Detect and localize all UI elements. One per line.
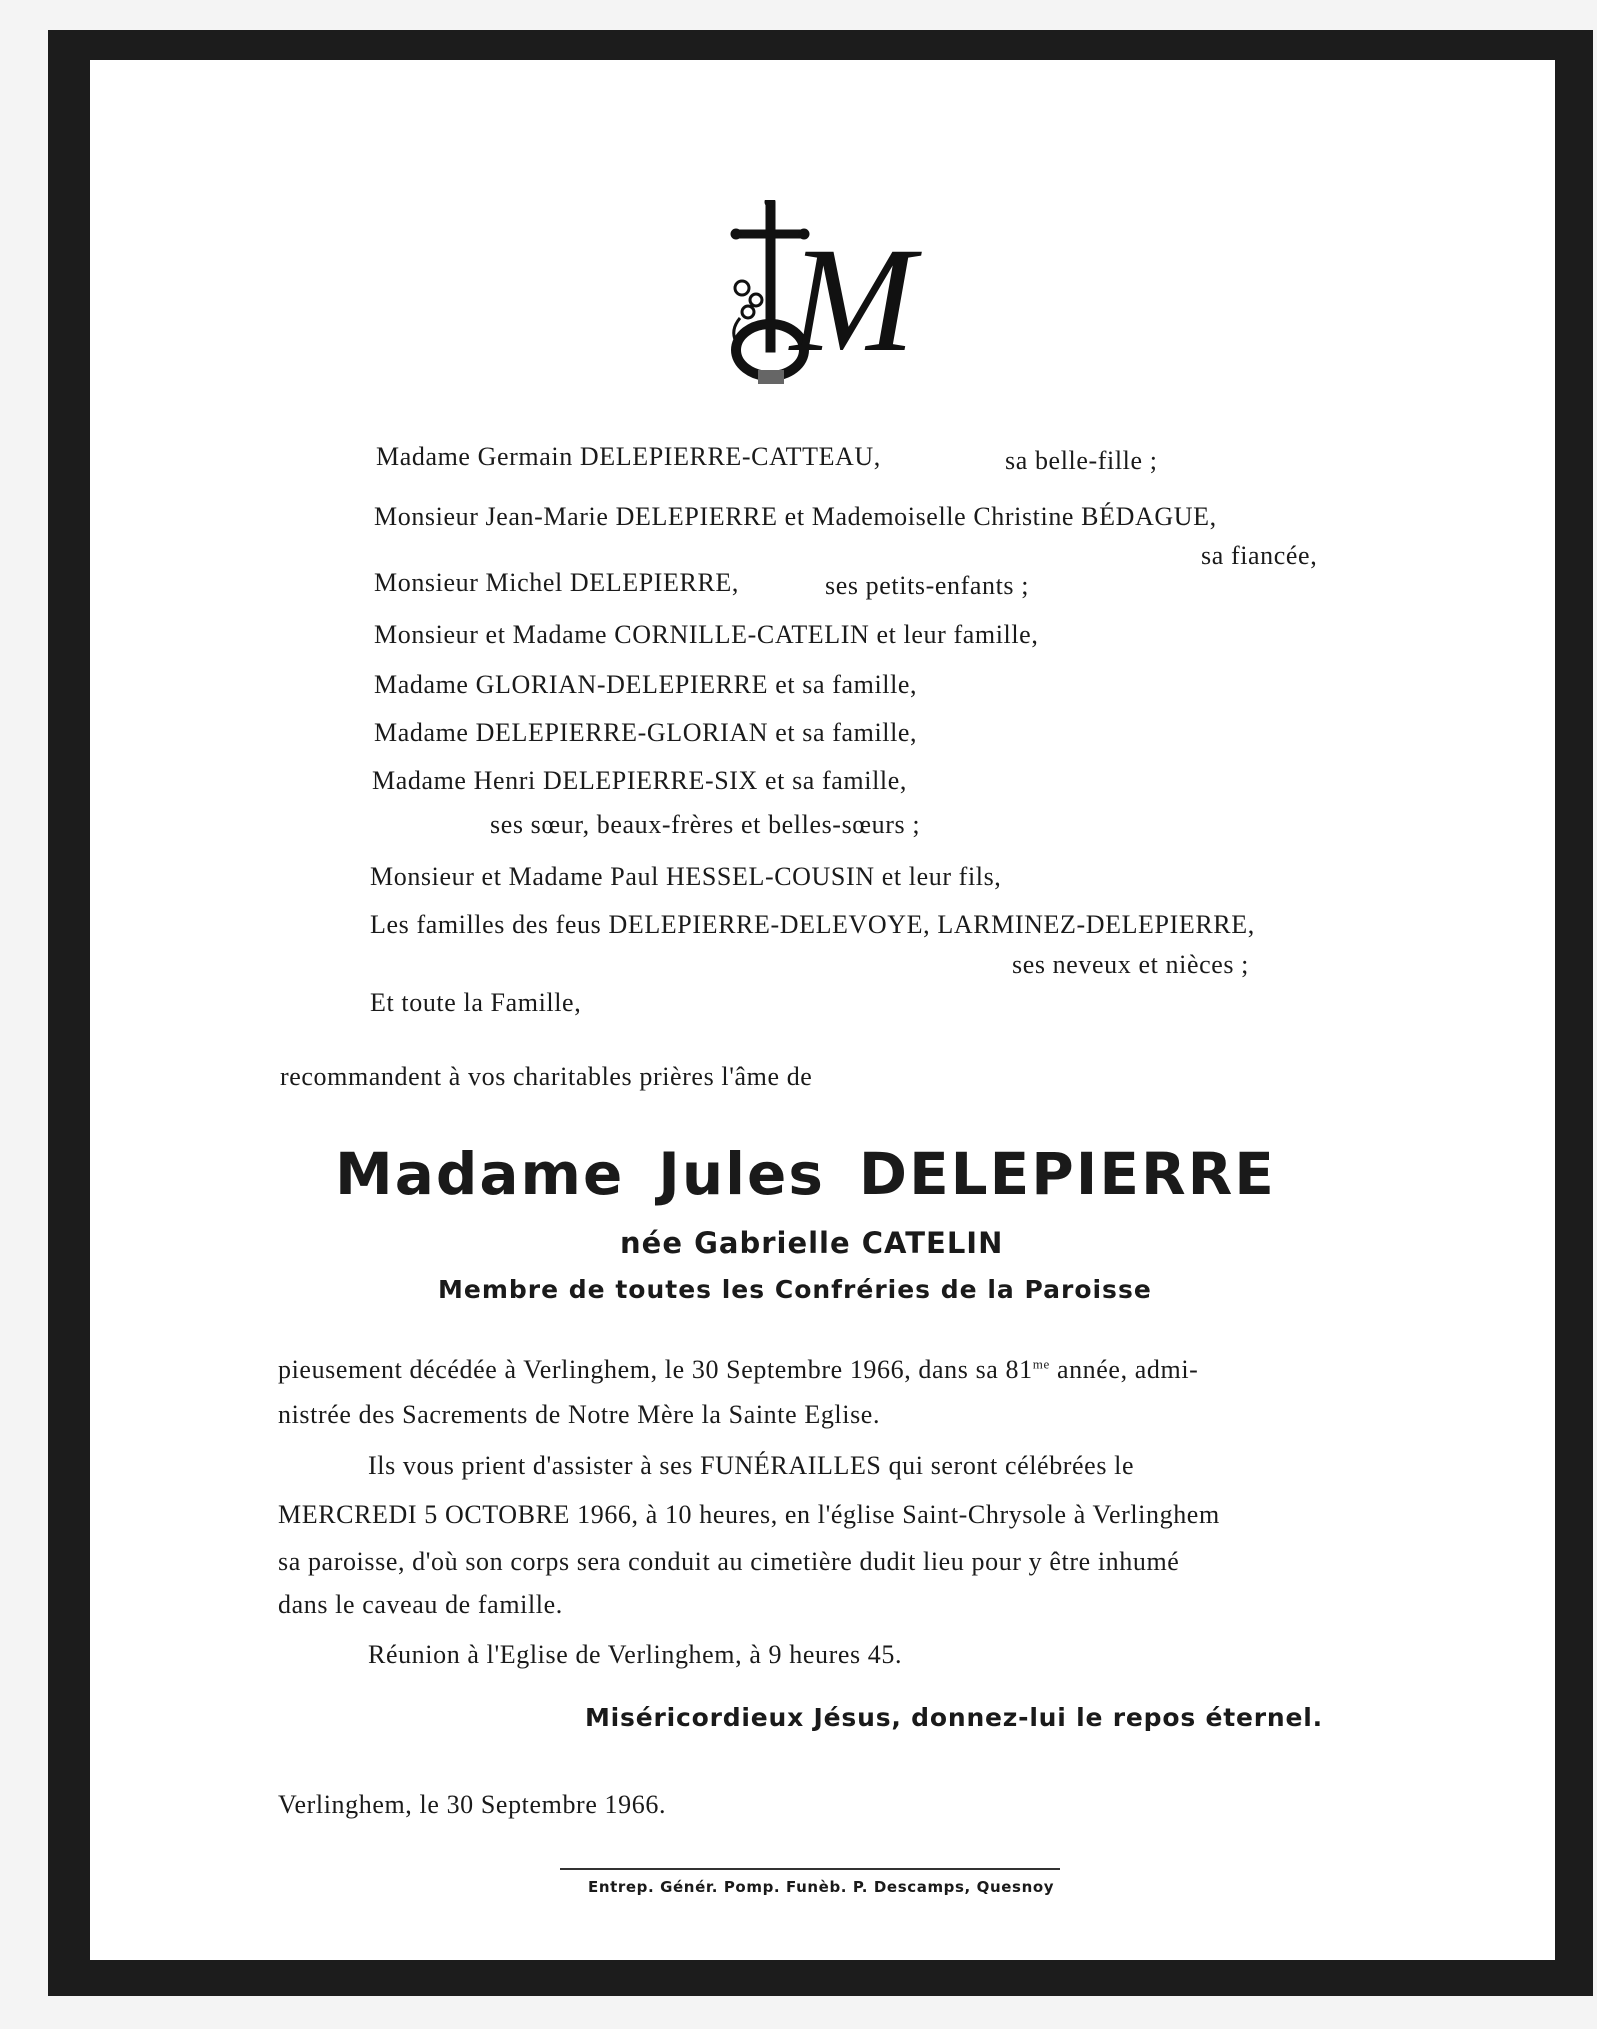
family-line: Monsieur Jean-Marie DELEPIERRE et Mademoiselle Christine BÉDAGUE, [374, 502, 1217, 531]
family-line: Et toute la Famille, [370, 988, 582, 1017]
body-line: nistrée des Sacrements de Notre Mère la Sainte Eglise. [278, 1400, 881, 1429]
body-line: dans le caveau de famille. [278, 1590, 563, 1619]
family-relation: ses petits-enfants ; [825, 571, 1030, 600]
date-line: Verlinghem, le 30 Septembre 1966. [278, 1790, 667, 1819]
intro-text: recommandent à vos charitables prières l'âme de [280, 1062, 813, 1091]
family-line: Madame Henri DELEPIERRE-SIX et sa famille, [372, 766, 907, 795]
family-relation: ses sœur, beaux-frères et belles-sœurs ; [490, 810, 921, 839]
family-relation: ses neveux et nièces ; [1012, 950, 1250, 979]
family-line: Monsieur Michel DELEPIERRE, [374, 568, 739, 597]
family-line: Madame GLORIAN-DELEPIERRE et sa famille, [374, 670, 918, 699]
family-relation: sa fiancée, [1201, 541, 1318, 570]
body-line: pieusement décédée à Verlinghem, le 30 Septembre 1966, dans sa $81^{me}$ année, admi- [278, 1355, 1199, 1384]
deceased-name [335, 1140, 1310, 1208]
body-line: Ils vous prient d'assister à ses FUNÉRAILLES qui seront célébrées le [368, 1451, 1135, 1480]
body-line: Réunion à l'Eglise de Verlinghem, à 9 heures 45. [368, 1640, 903, 1669]
closing-prayer: Miséricordieux Jésus, donnez-lui le repos éternel. [585, 1703, 1323, 1732]
body-line: sa paroisse, d'où son corps sera conduit au cimetière dudit lieu pour y être inhumé [278, 1547, 1180, 1576]
membership-line: Membre de toutes les Confréries de la Paroisse [438, 1275, 1152, 1304]
family-line: Madame DELEPIERRE-GLORIAN et sa famille, [374, 718, 918, 747]
deceased-surname: DELEPIERRE [858, 1140, 1276, 1208]
family-line: Monsieur et Madame CORNILLE-CATELIN et leur famille, [374, 620, 1039, 649]
cross-with-letter-m-icon [720, 200, 940, 400]
family-line: Madame Germain DELEPIERRE-CATTEAU, [376, 442, 881, 471]
printer-credit: Entrep. Génér. Pomp. Funèb. P. Descamps, Quesnoy [588, 1878, 1055, 1896]
body-line: MERCREDI 5 OCTOBRE 1966, à 10 heures, en l'église Saint-Chrysole à Verlinghem [278, 1500, 1220, 1529]
deceased-title: Madame [335, 1140, 625, 1208]
maiden-name: née Gabrielle CATELIN [620, 1226, 1004, 1260]
divider [560, 1868, 1060, 1870]
family-relation: sa belle-fille ; [1005, 446, 1158, 475]
family-line: Les familles des feus DELEPIERRE-DELEVOYE, LARMINEZ-DELEPIERRE, [370, 910, 1255, 939]
family-line: Monsieur et Madame Paul HESSEL-COUSIN et leur fils, [370, 862, 1002, 891]
deceased-first-name: Jules [658, 1140, 825, 1208]
emblem-letter: M [790, 217, 915, 383]
